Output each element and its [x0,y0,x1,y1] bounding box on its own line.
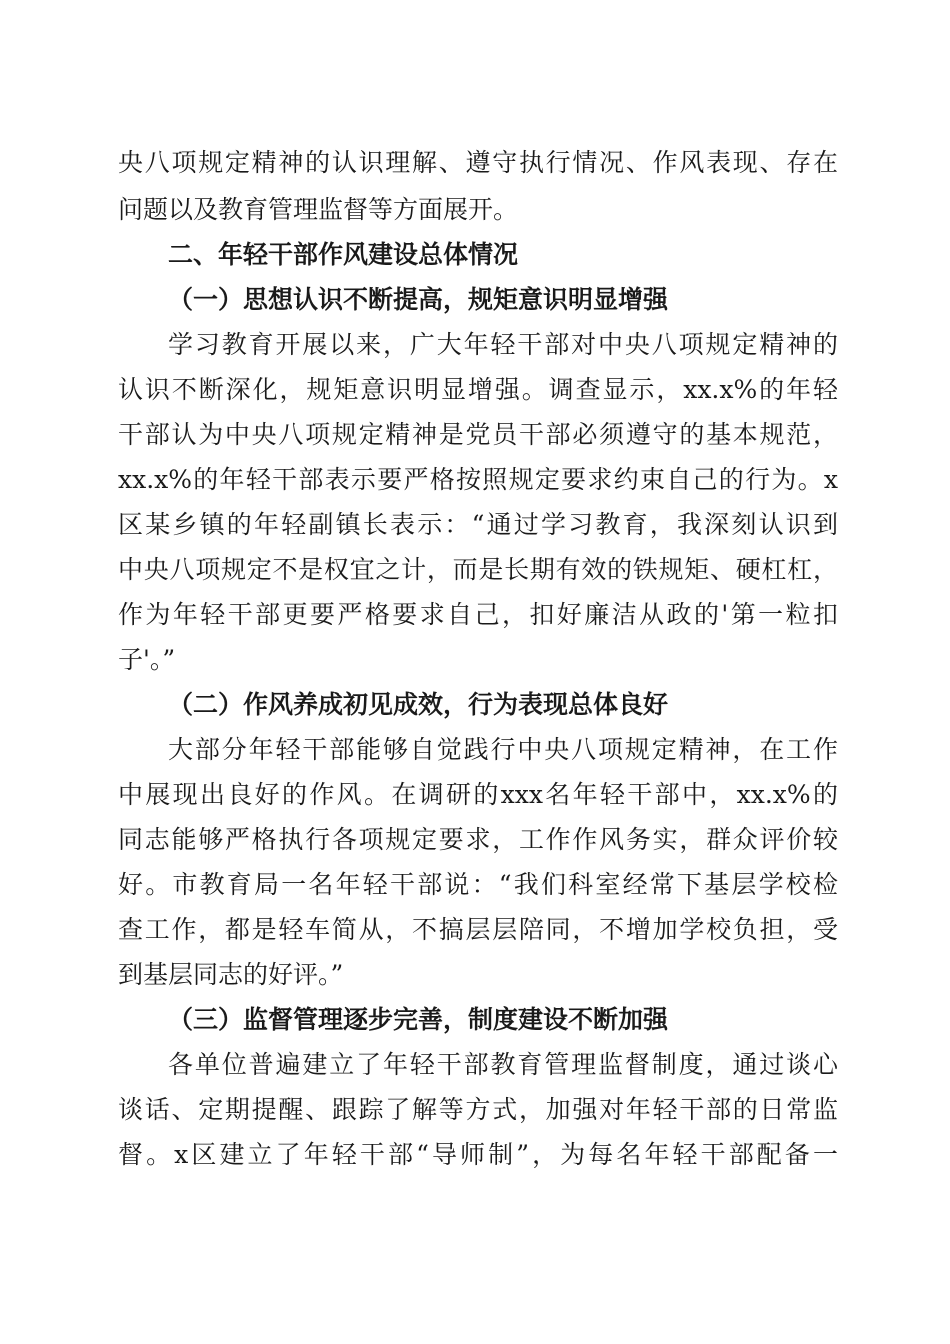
subsection-1-line: 认识不断深化，规矩意识明显增强。调查显示，xx.x%的年轻 [118,375,838,404]
subsection-3-heading: （三）监督管理逐步完善，制度建设不断加强 [168,1005,669,1034]
intro-line-2: 问题以及教育管理监督等方面展开。 [118,195,519,224]
subsection-2-line: 同志能够严格执行各项规定要求，工作作风务实，群众评价较 [118,825,838,854]
subsection-2-line: 到基层同志的好评。” [118,960,344,989]
subsection-1-line: 区某乡镇的年轻副镇长表示：“通过学习教育，我深刻认识到 [118,510,838,539]
subsection-3-line: 谈话、定期提醒、跟踪了解等方式，加强对年轻干部的日常监 [118,1095,838,1124]
subsection-1-line: xx.x%的年轻干部表示要严格按照规定要求约束自己的行为。x [118,465,838,494]
subsection-2-line: 中展现出良好的作风。在调研的xxx名年轻干部中，xx.x%的 [118,780,838,809]
subsection-3-line: 各单位普遍建立了年轻干部教育管理监督制度，通过谈心 [168,1050,838,1079]
section-heading: 二、年轻干部作风建设总体情况 [168,240,519,269]
subsection-2-line: 好。市教育局一名年轻干部说：“我们科室经常下基层学校检 [118,870,838,899]
subsection-3-line: 督。x区建立了年轻干部“导师制”，为每名年轻干部配备一 [118,1140,838,1169]
subsection-1-line: 干部认为中央八项规定精神是党员干部必须遵守的基本规范， [118,420,838,449]
subsection-2-line: 查工作，都是轻车简从，不搞层层陪同，不增加学校负担，受 [118,915,838,944]
subsection-1-line: 学习教育开展以来，广大年轻干部对中央八项规定精神的 [168,330,838,359]
subsection-2-line: 大部分年轻干部能够自觉践行中央八项规定精神，在工作 [168,735,838,764]
subsection-1-line: 中央八项规定不是权宜之计，而是长期有效的铁规矩、硬杠杠， [118,555,838,584]
subsection-1-heading: （一）思想认识不断提高，规矩意识明显增强 [168,285,669,314]
subsection-1-line: 子'。” [118,645,176,674]
subsection-1-line: 作为年轻干部更要严格要求自己，扣好廉洁从政的'第一粒扣 [118,600,838,629]
subsection-2-heading: （二）作风养成初见成效，行为表现总体良好 [168,690,669,719]
intro-line-1: 央八项规定精神的认识理解、遵守执行情况、作风表现、存在 [118,148,838,177]
